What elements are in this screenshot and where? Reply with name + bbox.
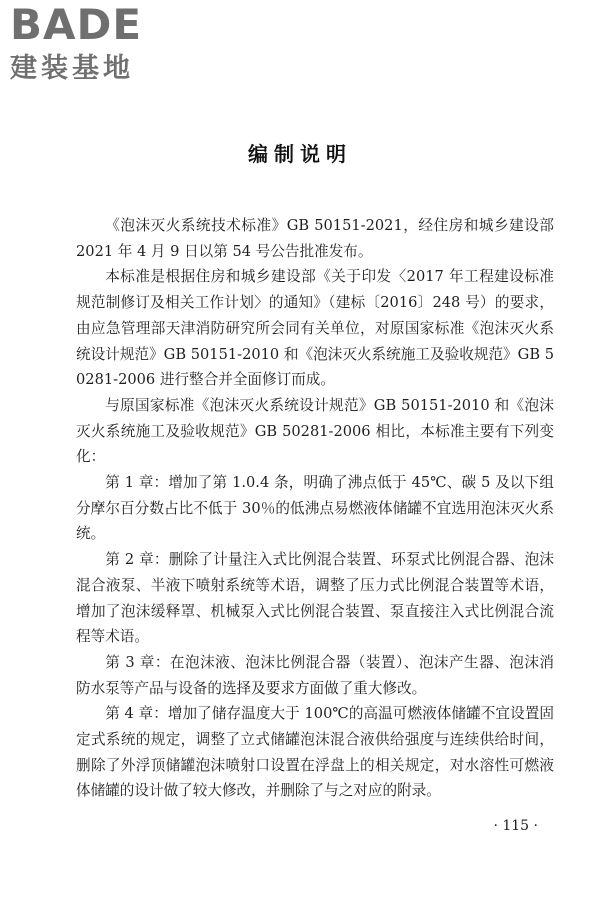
paragraph: 第 2 章：删除了计量注入式比例混合装置、环泵式比例混合器、泡沫混合液泵、半液下喷射系统等术语，调整了压力式比例混合装置等术语，增加了泡沫缓释罩、机械泵入式比例混合装置、泵直接注入式比例混合流程等术语。 bbox=[76, 551, 554, 646]
paragraph: 《泡沫灭火系统技术标准》GB 50151-2021，经住房和城乡建设部 2021 年 4 月 9 日以第 54 号公告批准发布。 bbox=[76, 217, 554, 260]
logo bbox=[10, 0, 143, 86]
page-number: · 115 · bbox=[493, 818, 538, 834]
paragraph: 第 3 章：在泡沫液、泡沫比例混合器（装置）、泡沫产生器、泡沫消防水泵等产品与设备的选择及要求方面做了重大修改。 bbox=[76, 653, 554, 697]
paragraph: 第 1 章：增加了第 1.0.4 条，明确了沸点低于 45℃、碳 5 及以下组分摩尔百分数占比不低于 30％的低沸点易燃液体储罐不宜选用泡沫灭火系统。 bbox=[76, 474, 554, 543]
paragraph: 与原国家标准《泡沫灭火系统设计规范》GB 50151-2010 和《泡沫灭火系统施工及验收规范》GB 50281-2006 相比，本标准主要有下列变化： bbox=[76, 396, 554, 466]
logo-subtitle: 建装基地 bbox=[10, 53, 134, 84]
document-body bbox=[76, 213, 554, 804]
paragraph: 本标准是根据住房和城乡建设部《关于印发〈2017 年工程建设标准规范制修订及相关工作计划〉的通知》（建标〔2016〕248 号）的要求，由应急管理部天津消防研究所会同有关单位，对原国家标准《泡沫灭火系统设计规范》GB 50151-2010 和《泡沫灭火系统施工及验收规范》GB 50281-2006 进行整合并全面修订而成。 bbox=[76, 268, 554, 389]
page-title: 编制说明 bbox=[248, 142, 352, 166]
logo-wordmark: BADE bbox=[10, 0, 143, 49]
paragraph: 第 4 章：增加了储存温度大于 100℃的高温可燃液体储罐不宜设置固定式系统的规定，调整了立式储罐泡沫混合液供给强度与连续供给时间，删除了外浮顶储罐泡沫喷射口设置在浮盘上的相关规定，对水溶性可燃液体储罐的设计做了较大修改，并删除了与之对应的附录。 bbox=[76, 705, 554, 800]
